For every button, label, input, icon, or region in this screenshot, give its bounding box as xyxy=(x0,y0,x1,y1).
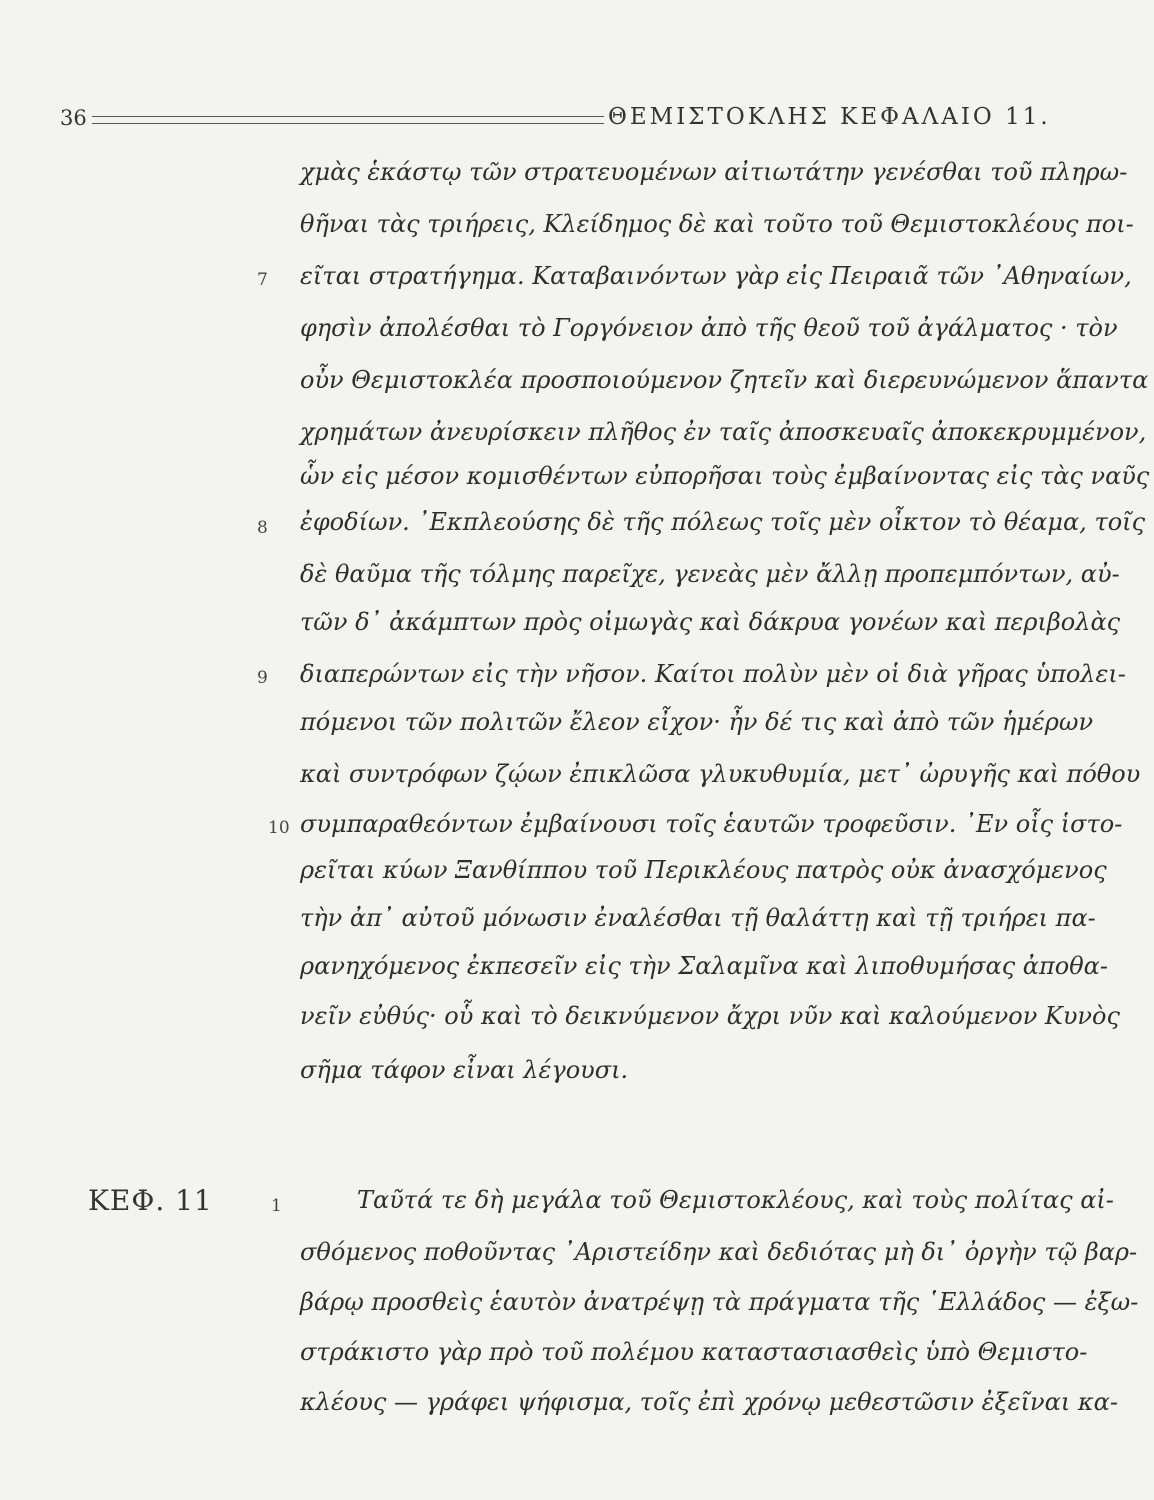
text-line: διαπερώντων εἰς τὴν νῆσον. Καίτοι πολὺν μὲν οἱ διὰ γῆρας ὑπολει- xyxy=(300,660,1126,688)
chapter-line: Ταῦτά τε δὴ μεγάλα τοῦ Θεμιστοκλέους, καὶ τοὺς πολίτας αἰ- xyxy=(357,1186,1114,1214)
text-line: νεῖν εὐθύς· οὗ καὶ τὸ δεικνύμενον ἄχρι νῦν καὶ καλούμενον Κυνὸς xyxy=(300,1002,1120,1030)
chapter-line: κλέους — γράφει ψήφισμα, τοῖς ἐπὶ χρόνῳ μεθεστῶσιν ἐξεῖναι κα- xyxy=(300,1388,1118,1416)
text-line: καὶ συντρόφων ζῴων ἐπικλῶσα γλυκυθυμία, μετ᾿ ὠρυγῆς καὶ πόθου xyxy=(300,760,1141,788)
text-line: εῖται στρατήγημα. Καταβαινόντων γὰρ εἰς Πειραιᾶ τῶν ᾿Αθηναίων, xyxy=(300,262,1132,290)
text-line: σῆμα τάφον εἶναι λέγουσι. xyxy=(300,1056,629,1084)
section-number: 7 xyxy=(257,270,268,290)
text-line: ρανηχόμενος ἐκπεσεῖν εἰς τὴν Σαλαμῖνα καὶ λιποθυμήσας ἀποθα- xyxy=(300,952,1108,980)
section-number: 8 xyxy=(257,518,268,538)
chapter-line: σθόμενος ποθοῦντας ᾿Αριστείδην καὶ δεδιότας μὴ δι᾿ ὀργὴν τῷ βαρ- xyxy=(300,1238,1138,1266)
text-line: χρημάτων ἀνευρίσκειν πλῆθος ἐν ταῖς ἀποσκευαῖς ἀποκεκρυμμένον, xyxy=(300,418,1147,446)
text-line: δὲ θαῦμα τῆς τόλμης παρεῖχε, γενεὰς μὲν ἄλλῃ προπεμπόντων, αὐ- xyxy=(300,560,1120,588)
chapter-line: στράκιστο γὰρ πρὸ τοῦ πολέμου καταστασιασθεὶς ὑπὸ Θεμιστο- xyxy=(300,1338,1088,1366)
running-title: ΘΕΜΙΣΤΟΚΛΗΣ ΚΕΦΑΛΑΙΟ 11. xyxy=(608,104,1051,130)
text-line: φησὶν ἀπολέσθαι τὸ Γοργόνειον ἀπὸ τῆς θεοῦ τοῦ ἀγάλματος · τὸν xyxy=(300,314,1118,342)
chapter-label: ΚΕΦ. 11 xyxy=(88,1184,213,1217)
text-line: οὖν Θεμιστοκλέα προσποιούμενον ζητεῖν καὶ διερευνώμενον ἅπαντα xyxy=(300,366,1149,394)
text-line: ρεῖται κύων Ξανθίππου τοῦ Περικλέους πατρὸς οὐκ ἀνασχόμενος xyxy=(300,856,1107,884)
header-rule xyxy=(92,116,604,124)
text-line: τὴν ἀπ᾿ αὐτοῦ μόνωσιν ἐναλέσθαι τῇ θαλάττῃ καὶ τῇ τριήρει πα- xyxy=(300,904,1096,932)
section-number: 9 xyxy=(257,668,268,688)
section-number: 10 xyxy=(268,818,290,838)
text-line: τῶν δ᾿ ἀκάμπτων πρὸς οἰμωγὰς καὶ δάκρυα γονέων καὶ περιβολὰς xyxy=(300,608,1121,636)
chapter-line: βάρῳ προσθεὶς ἑαυτὸν ἀνατρέψῃ τὰ πράγματα τῆς ῾Ελλάδος — ἐξω- xyxy=(300,1288,1139,1316)
text-line: χμὰς ἑκάστῳ τῶν στρατευομένων αἰτιωτάτην γενέσθαι τοῦ πληρω- xyxy=(300,158,1128,186)
text-line: θῆναι τὰς τριήρεις, Κλείδημος δὲ καὶ τοῦτο τοῦ Θεμιστοκλέους ποι- xyxy=(300,210,1134,238)
page-number: 36 xyxy=(60,106,87,130)
text-line: ἐφοδίων. ᾿Εκπλεούσης δὲ τῆς πόλεως τοῖς μὲν οἶκτον τὸ θέαμα, τοῖς xyxy=(300,508,1146,536)
text-line: πόμενοι τῶν πολιτῶν ἔλεον εἶχον· ἦν δέ τις καὶ ἀπὸ τῶν ἡμέρων xyxy=(300,708,1094,736)
section-number: 1 xyxy=(271,1196,282,1216)
text-line: ὧν εἰς μέσον κομισθέντων εὐπορῆσαι τοὺς ἐμβαίνοντας εἰς τὰς ναῦς xyxy=(300,462,1150,490)
text-line: συμπαραθεόντων ἐμβαίνουσι τοῖς ἑαυτῶν τροφεῦσιν. ᾿Εν οἷς ἱστο- xyxy=(300,810,1123,838)
